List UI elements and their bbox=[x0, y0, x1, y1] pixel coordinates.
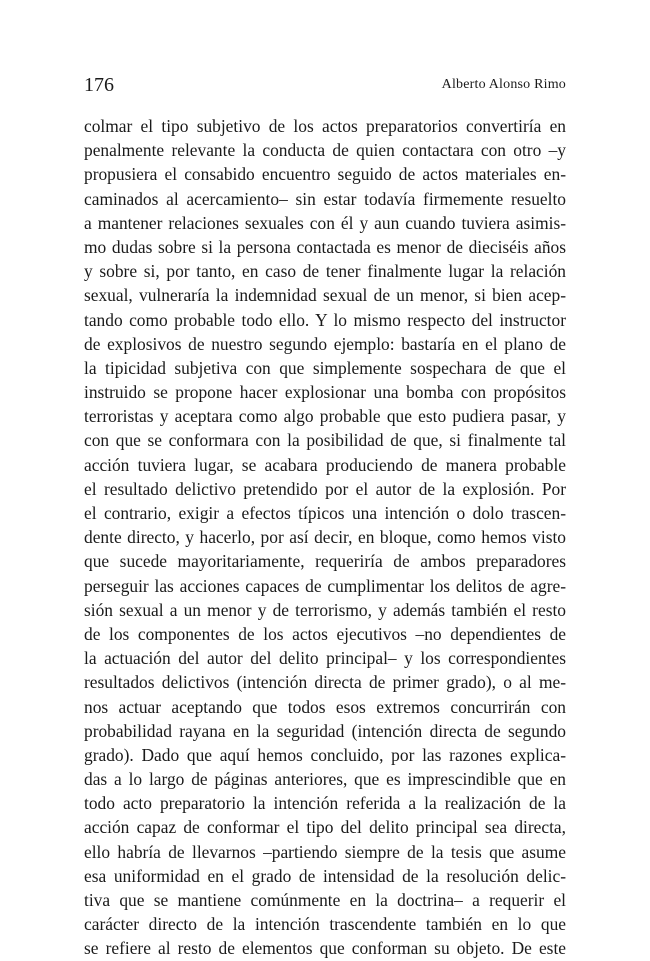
text-line: caminados al acercamiento– sin estar todavía firmemente resuelto bbox=[84, 188, 566, 209]
text-line: esa uniformidad en el grado de intensidad de la resolución delic- bbox=[84, 865, 566, 886]
text-line: que sucede mayoritariamente, requeriría de ambos preparadores bbox=[84, 551, 566, 572]
text-line: sexual, vulneraría la indemnidad sexual de un menor, si bien acep- bbox=[84, 285, 566, 306]
page-header bbox=[84, 72, 566, 98]
text-line: de los componentes de los actos ejecutivos –no dependientes de bbox=[84, 623, 566, 644]
text-line: ello habría de llevarnos –partiendo siempre de la tesis que asume bbox=[84, 841, 566, 862]
text-line: de explosivos de nuestro segundo ejemplo: bastaría en el plano de bbox=[84, 333, 566, 354]
text-line: acción capaz de conformar el tipo del delito principal sea directa, bbox=[84, 817, 566, 838]
text-line: sión sexual a un menor y de terrorismo, y además también el resto bbox=[84, 599, 566, 620]
text-line: carácter directo de la intención trascendente también en lo que bbox=[84, 914, 566, 935]
text-line: acción tuviera lugar, se acabara produciendo de manera probable bbox=[84, 454, 566, 475]
text-line: dente directo, y hacerlo, por así decir, en bloque, como hemos visto bbox=[84, 527, 566, 548]
text-line: a mantener relaciones sexuales con él y aun cuando tuviera asimis- bbox=[84, 212, 566, 233]
text-line: das a lo largo de páginas anteriores, que es imprescindible que en bbox=[84, 769, 566, 790]
text-line: y sobre si, por tanto, en caso de tener finalmente lugar la relación bbox=[84, 261, 566, 282]
text-line: grado). Dado que aquí hemos concluido, por las razones explica- bbox=[84, 744, 566, 765]
text-line: la tipicidad subjetiva con que simplemente sospechara de que el bbox=[84, 357, 566, 378]
text-line: el contrario, exigir a efectos típicos una intención o dolo trascen- bbox=[84, 503, 566, 523]
text-line: instruido se propone hacer explosionar una bomba con propósitos bbox=[84, 382, 566, 403]
text-line: nos actuar aceptando que todos esos extremos concurrirán con bbox=[84, 696, 566, 717]
text-line: la actuación del autor del delito principal– y los correspondientes bbox=[84, 648, 566, 669]
text-line: penalmente relevante la conducta de quien contactara con otro –y bbox=[84, 140, 566, 161]
text-line: tiva que se mantiene comúnmente en la doctrina– a requerir el bbox=[84, 890, 566, 910]
text-line: se refiere al resto de elementos que conforman su objeto. De este bbox=[84, 938, 566, 959]
text-line: el resultado delictivo pretendido por el autor de la explosión. Por bbox=[84, 478, 566, 499]
text-line: terroristas y aceptara como algo probable que esto pudiera pasar, y bbox=[84, 406, 566, 427]
running-head-author: Alberto Alonso Rimo bbox=[441, 77, 566, 92]
text-line: mo dudas sobre si la persona contactada es menor de dieciséis años bbox=[84, 236, 566, 257]
body-text bbox=[84, 114, 566, 961]
text-line: perseguir las acciones capaces de cumplimentar los delitos de agre- bbox=[84, 575, 566, 596]
text-line: todo acto preparatorio la intención referida a la realización de la bbox=[84, 793, 566, 814]
text-line: tando como probable todo ello. Y lo mismo respecto del instructor bbox=[84, 309, 566, 330]
page-number: 176 bbox=[84, 74, 114, 96]
text-line: propusiera el consabido encuentro seguido de actos materiales en- bbox=[84, 164, 566, 185]
text-line: probabilidad rayana en la seguridad (intención directa de segundo bbox=[84, 720, 566, 741]
text-line: con que se conformara con la posibilidad de que, si finalmente tal bbox=[84, 430, 566, 451]
text-line: colmar el tipo subjetivo de los actos preparatorios convertiría en bbox=[84, 116, 566, 136]
text-line: resultados delictivos (intención directa de primer grado), o al me- bbox=[84, 672, 566, 693]
